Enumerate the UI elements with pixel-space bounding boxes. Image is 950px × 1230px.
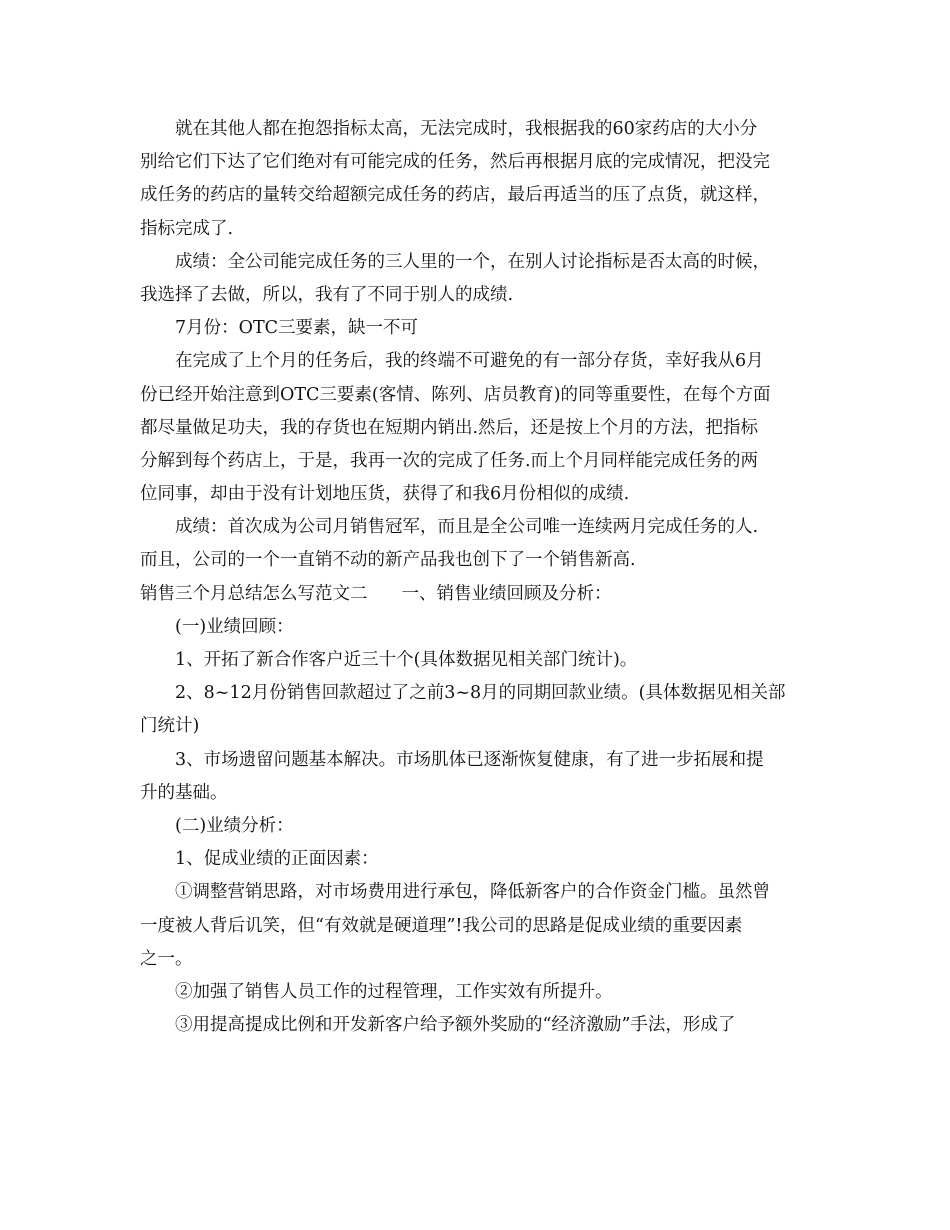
text-block-part1	[140, 113, 815, 578]
text-block-part2	[140, 611, 815, 1042]
heading-title: 销售三个月总结怎么写范文二	[140, 583, 368, 604]
text-line: 就在其他人都在抱怨指标太高，无法完成时，我根据我的60家药店的大小分	[175, 119, 758, 139]
text-line: 1、开拓了新合作客户近三十个(具体数据见相关部门统计)。	[175, 650, 638, 670]
text-line: 而且，公司的一个一直销不动的新产品我也创下了一个销售新高.	[140, 550, 636, 571]
text-line: 7月份：OTC三要素，缺一不可	[175, 318, 419, 339]
document-page	[140, 113, 815, 1042]
text-line: 门统计)	[140, 716, 200, 737]
text-line: 2、8~12月份销售回款超过了之前3~8月的同期回款业绩。(具体数据见相关部	[175, 683, 786, 704]
text-line: 3、市场遗留问题基本解决。市场肌体已逐渐恢复健康，有了进一步拓展和提	[175, 749, 764, 770]
text-line: 1、促成业绩的正面因素：	[175, 849, 379, 870]
text-line: 位同事，却由于没有计划地压货，获得了和我6月份相似的成绩.	[140, 484, 630, 505]
text-line: 升的基础。	[140, 782, 228, 803]
text-line: 都尽量做足功夫，我的存货也在短期内销出.然后，还是按上个月的方法，把指标	[140, 417, 759, 438]
section-heading	[140, 578, 815, 611]
text-line: 在完成了上个月的任务后，我的终端不可避免的有一部分存货，幸好我从6月	[175, 351, 764, 372]
text-line: 分解到每个药店上，于是，我再一次的完成了任务.而上个月同样能完成任务的两	[140, 450, 759, 471]
text-line: 成绩：全公司能完成任务的三人里的一个，在别人讨论指标是否太高的时候，	[175, 251, 770, 272]
text-line: 一度被人背后讥笑，但“有效就是硬道理”!我公司的思路是促成业绩的重要因素	[140, 915, 743, 936]
heading-subtitle: 一、销售业绩回顾及分析：	[401, 583, 612, 604]
text-line: 之一。	[140, 948, 193, 969]
text-line: (一)业绩回顾：	[175, 616, 294, 637]
text-line: ①调整营销思路，对市场费用进行承包，降低新客户的合作资金门槛。虽然曾	[175, 882, 770, 903]
text-line: ③用提高提成比例和开发新客户给予额外奖励的“经济激励”手法，形成了	[175, 1015, 736, 1036]
text-line: 别给它们下达了它们绝对有可能完成的任务，然后再根据月底的完成情况，把没完	[140, 152, 770, 173]
text-line: ②加强了销售人员工作的过程管理，工作实效有所提升。	[175, 981, 613, 1002]
text-line: 成任务的药店的量转交给超额完成任务的药店，最后再适当的压了点货，就这样，	[140, 185, 770, 206]
text-line: 指标完成了.	[140, 218, 234, 239]
text-line: 成绩：首次成为公司月销售冠军，而且是全公司唯一连续两月完成任务的人.	[175, 517, 759, 538]
text-line: (二)业绩分析：	[175, 815, 294, 836]
text-line: 我选择了去做，所以，我有了不同于别人的成绩.	[140, 284, 514, 305]
text-line: 份已经开始注意到OTC三要素(客情、陈列、店员教育)的同等重要性，在每个方面	[140, 384, 771, 405]
